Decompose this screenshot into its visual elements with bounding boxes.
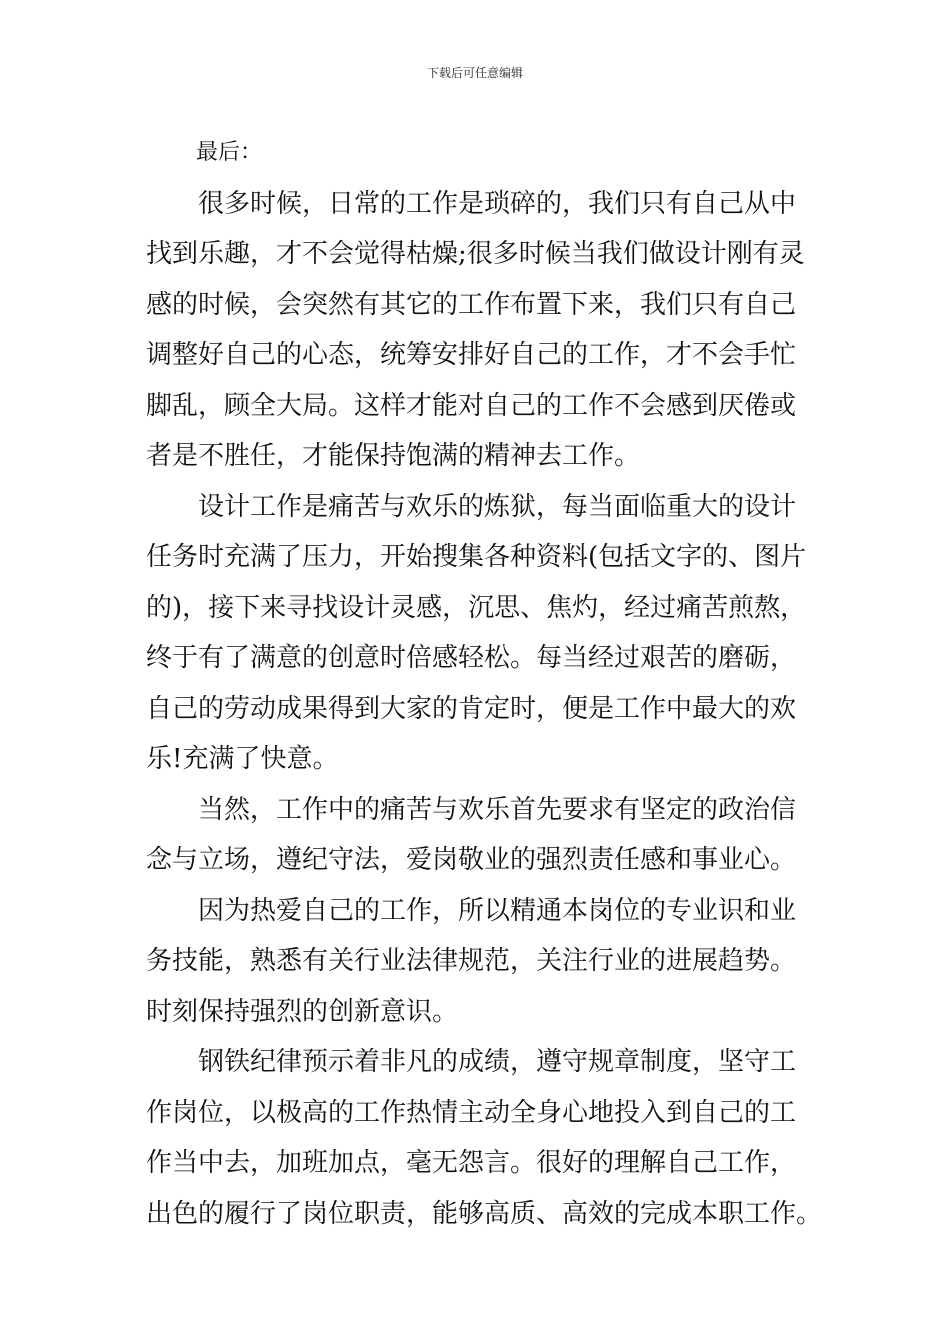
paragraph-line: 时刻保持强烈的创新意识。 <box>146 996 459 1027</box>
paragraph-line: 作当中去，加班加点，毫无怨言。很好的理解自己工作， <box>146 1148 797 1178</box>
paragraph-line: 设计工作是痛苦与欢乐的炼狱，每当面临重大的设计 <box>198 491 797 522</box>
paragraph-line: 者是不胜任，才能保持饱满的精神去工作。 <box>146 441 641 471</box>
paragraph-line: 任务时充满了压力，开始搜集各种资料(包括文字的、图片 <box>146 542 807 572</box>
section-heading: 最后： <box>196 140 263 165</box>
paragraph-line: 自己的劳动成果得到大家的肯定时，便是工作中最大的欢 <box>146 693 797 724</box>
paragraph-line: 念与立场，遵纪守法，爱岗敬业的强烈责任感和事业心。 <box>146 845 797 875</box>
paragraph-line: 终于有了满意的创意时倍感轻松。每当经过艰苦的磨砺， <box>146 643 797 673</box>
document-body <box>146 128 823 1239</box>
paragraph-line: 因为热爱自己的工作，所以精通本岗位的专业识和业 <box>198 895 797 926</box>
paragraph-line: 找到乐趣，才不会觉得枯燥;很多时候当我们做设计刚有灵 <box>146 239 805 269</box>
paragraph-1 <box>146 179 818 482</box>
paragraph-4 <box>146 886 818 1038</box>
paragraph-line: 乐!充满了快意。 <box>146 744 339 774</box>
paragraph-line: 务技能，熟悉有关行业法律规范，关注行业的进展趋势。 <box>146 946 797 976</box>
paragraph-line: 当然，工作中的痛苦与欢乐首先要求有坚定的政治信 <box>198 794 797 825</box>
paragraph-5 <box>146 1037 823 1239</box>
paragraph-line: 很多时候，日常的工作是琐碎的，我们只有自己从中 <box>198 188 797 219</box>
paragraph-3 <box>146 785 818 886</box>
paragraph-line: 调整好自己的心态，统筹安排好自己的工作，才不会手忙 <box>146 340 797 370</box>
paragraph-line: 感的时候，会突然有其它的工作布置下来，我们只有自己 <box>146 289 797 320</box>
page-header: 下载后可任意编辑 <box>426 66 523 80</box>
paragraph-line: 钢铁纪律预示着非凡的成绩，遵守规章制度，坚守工 <box>198 1047 797 1077</box>
paragraph-2 <box>146 482 818 785</box>
paragraph-line: 出色的履行了岗位职责，能够高质、高效的完成本职工作。 <box>146 1198 823 1229</box>
paragraph-line: 作岗位，以极高的工作热情主动全身心地投入到自己的工 <box>146 1097 797 1128</box>
paragraph-line: 脚乱，顾全大局。这样才能对自己的工作不会感到厌倦或 <box>146 390 797 421</box>
paragraph-line: 的)，接下来寻找设计灵感，沉思、焦灼，经过痛苦煎熬， <box>146 592 807 623</box>
